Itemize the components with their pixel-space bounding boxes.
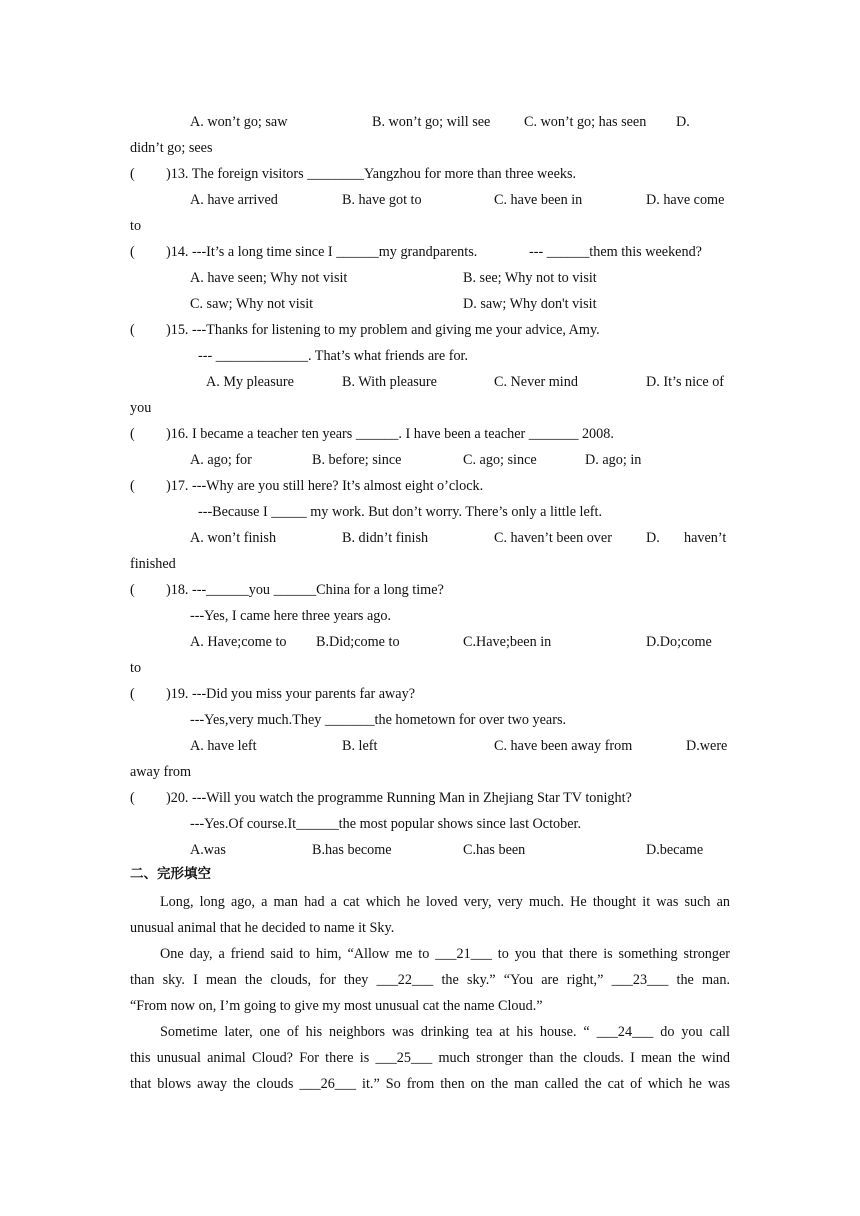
q13-option-d: D. have come (646, 192, 725, 208)
q19-option-a: A. have left (190, 738, 257, 754)
q14-paren: ( (130, 244, 135, 260)
q13-option-b: B. have got to (342, 192, 422, 208)
q12-option-b: B. won’t go; will see (372, 114, 491, 130)
q17-option-c: C. haven’t been over (494, 530, 612, 546)
q14-text-reply: --- ______them this weekend? (529, 244, 702, 260)
passage-line: unusual animal that he decided to name it Sky. (130, 920, 395, 936)
q14-text: )14. ---It’s a long time since I ______my grandparents. (166, 244, 478, 260)
q15-text: )15. ---Thanks for listening to my problem and giving me your advice, Amy. (166, 322, 600, 338)
q15-option-b: B. With pleasure (342, 374, 437, 390)
q13-text: )13. The foreign visitors ________Yangzhou for more than three weeks. (166, 166, 577, 182)
q18-option-d: D.Do;come (646, 634, 712, 650)
q17-option-a: A. won’t finish (190, 530, 277, 546)
q15-option-c: C. Never mind (494, 374, 578, 390)
q20-paren: ( (130, 790, 135, 806)
passage-line: than sky. I mean the clouds, for they ___22___ the sky.” “You are right,” ___23___ the man. (130, 972, 730, 988)
q18-text-reply: ---Yes, I came here three years ago. (190, 608, 392, 624)
q20-text: )20. ---Will you watch the programme Running Man in Zhejiang Star TV tonight? (166, 790, 632, 806)
q19-paren: ( (130, 686, 135, 702)
q15-option-d-cont: you (130, 400, 152, 416)
q16-text: )16. I became a teacher ten years ______. I have been a teacher _______ 2008. (166, 426, 614, 442)
passage-line: that blows away the clouds ___26___ it.” So from then on the man called the cat of which he was (130, 1076, 730, 1092)
q20-option-a: A.was (190, 842, 226, 858)
q18-option-c: C.Have;been in (463, 634, 552, 650)
q12-option-d: D. (676, 114, 690, 130)
section-heading: 二、完形填空 (130, 866, 211, 882)
q14-option-d: D. saw; Why don't visit (463, 296, 597, 312)
q15-option-d: D. It’s nice of (646, 374, 725, 390)
q19-option-d-cont: away from (130, 764, 192, 780)
passage-line: “From now on, I’m going to give my most unusual cat the name Cloud.” (130, 998, 543, 1014)
q20-text-reply: ---Yes.Of course.It______the most popular shows since last October. (190, 816, 582, 832)
q19-option-d: D.were (686, 738, 728, 754)
q17-paren: ( (130, 478, 135, 494)
q16-option-d: D. ago; in (585, 452, 642, 468)
q13-paren: ( (130, 166, 135, 182)
q17-option-d-word: haven’t (684, 530, 727, 546)
q12-option-c: C. won’t go; has seen (524, 114, 647, 130)
passage-line: Long, long ago, a man had a cat which he loved very, very much. He thought it was such an (160, 894, 730, 910)
q17-text: )17. ---Why are you still here? It’s almost eight o’clock. (166, 478, 484, 494)
q14-option-b: B. see; Why not to visit (463, 270, 597, 286)
q12-option-d-cont: didn’t go; sees (130, 140, 213, 156)
q20-option-b: B.has become (312, 842, 392, 858)
q18-option-b: B.Did;come to (316, 634, 400, 650)
q15-text-reply: --- _____________. That’s what friends are for. (198, 348, 469, 364)
q13-option-a: A. have arrived (190, 192, 278, 208)
q16-option-b: B. before; since (312, 452, 402, 468)
q19-text: )19. ---Did you miss your parents far away? (166, 686, 415, 702)
q17-text-reply: ---Because I _____ my work. But don’t worry. There’s only a little left. (198, 504, 602, 520)
passage-line: One day, a friend said to him, “Allow me to ___21___ to you that there is something stronger (160, 946, 730, 962)
q14-option-c: C. saw; Why not visit (190, 296, 314, 312)
q17-option-b: B. didn’t finish (342, 530, 429, 546)
q19-option-c: C. have been away from (494, 738, 633, 754)
q17-option-d: D. (646, 530, 660, 546)
q18-paren: ( (130, 582, 135, 598)
q16-paren: ( (130, 426, 135, 442)
q19-option-b: B. left (342, 738, 378, 754)
q19-text-reply: ---Yes,very much.They _______the hometown for over two years. (190, 712, 567, 728)
q17-option-d-cont: finished (130, 556, 176, 572)
q20-option-d: D.became (646, 842, 704, 858)
passage-line: Sometime later, one of his neighbors was drinking tea at his house. “ ___24___ do you call (160, 1024, 730, 1040)
q13-option-c: C. have been in (494, 192, 583, 208)
q20-option-c: C.has been (463, 842, 526, 858)
q15-option-a: A. My pleasure (206, 374, 294, 390)
q16-option-c: C. ago; since (463, 452, 537, 468)
q12-option-a: A. won’t go; saw (190, 114, 288, 130)
q18-text: )18. ---______you ______China for a long time? (166, 582, 444, 598)
q16-option-a: A. ago; for (190, 452, 252, 468)
q18-option-d-cont: to (130, 660, 142, 676)
q15-paren: ( (130, 322, 135, 338)
q14-option-a: A. have seen; Why not visit (190, 270, 348, 286)
q13-option-d-cont: to (130, 218, 142, 234)
q18-option-a: A. Have;come to (190, 634, 287, 650)
passage-line: this unusual animal Cloud? For there is ___25___ much stronger than the clouds. I mean the wind (130, 1050, 730, 1066)
